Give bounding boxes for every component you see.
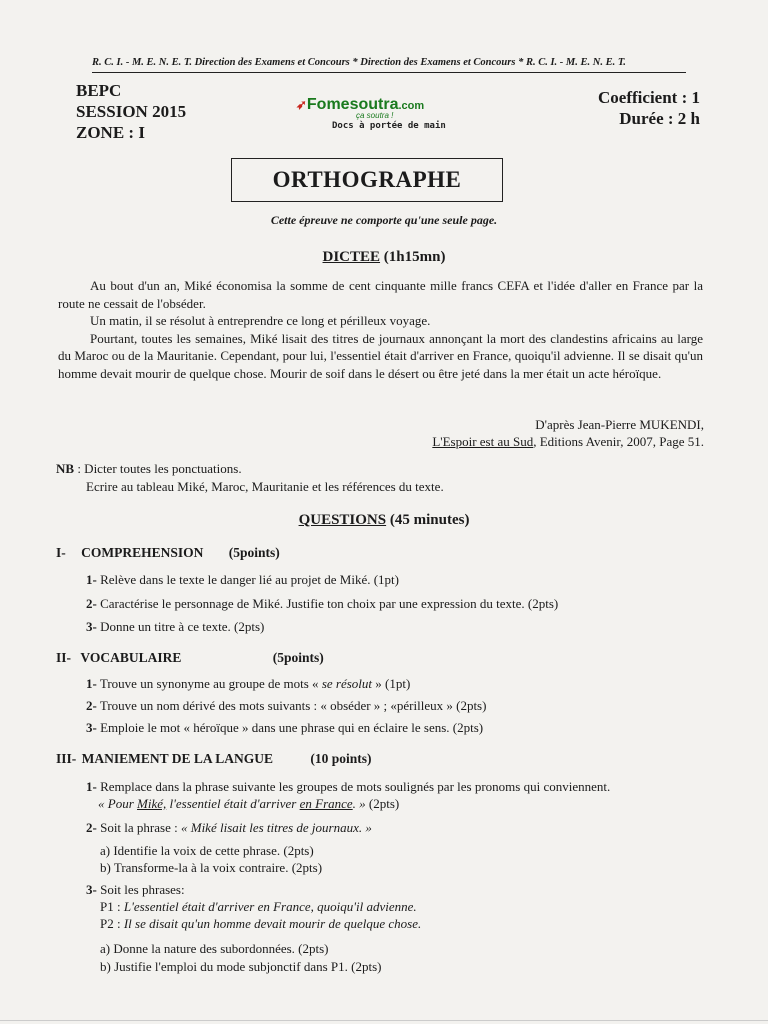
question-item bbox=[86, 719, 706, 737]
sentence-label: P2 : bbox=[100, 916, 121, 931]
question-number: 2- bbox=[86, 596, 97, 611]
fomesoutra-logo bbox=[296, 96, 466, 131]
langue-heading bbox=[56, 751, 372, 767]
question-item bbox=[86, 778, 706, 796]
question-text: Trouve un nom dérivé des mots suivants : « obséder » ; «périlleux » (2pts) bbox=[96, 698, 487, 713]
section-points: (5points) bbox=[272, 650, 324, 665]
section-number: II- bbox=[56, 650, 72, 665]
question-number: 2- bbox=[86, 698, 97, 713]
question-item bbox=[86, 618, 706, 636]
questions-heading bbox=[0, 512, 768, 529]
question-quote bbox=[98, 795, 718, 813]
question-text: Donne un titre à ce texte. (2pts) bbox=[96, 619, 265, 634]
source-title: L'Espoir est au Sud bbox=[432, 434, 534, 449]
vocabulaire-heading bbox=[56, 650, 324, 666]
question-item bbox=[86, 881, 706, 899]
question-number: 3- bbox=[86, 619, 97, 634]
question-quote: « Miké lisait les titres de journaux. » bbox=[180, 820, 372, 835]
question-number: 1- bbox=[86, 676, 97, 691]
exam-info bbox=[76, 80, 186, 143]
question-number: 3- bbox=[86, 720, 97, 735]
quote-underlined: Miké, bbox=[137, 796, 167, 811]
exam-session: SESSION 2015 bbox=[76, 102, 187, 121]
quote-part: « Pour bbox=[98, 796, 137, 811]
page-title: ORTHOGRAPHE bbox=[231, 158, 503, 202]
question-number: 3- bbox=[86, 882, 97, 897]
question-item bbox=[86, 697, 706, 715]
question-item bbox=[86, 595, 706, 613]
question-number: 1- bbox=[86, 779, 97, 794]
nb-line-2: Ecrire au tableau Miké, Maroc, Mauritanie et les références du texte. bbox=[86, 479, 444, 494]
question-text: Soit la phrase : bbox=[96, 820, 181, 835]
nb-note bbox=[56, 460, 706, 496]
section-title: VOCABULAIRE bbox=[80, 650, 182, 665]
dictee-paragraph: Un matin, il se résolut à entreprendre ce long et périlleux voyage. bbox=[90, 313, 431, 328]
dictee-title: DICTEE bbox=[322, 249, 381, 265]
logo-tagline: Docs à portée de main bbox=[332, 121, 446, 131]
dictee-text bbox=[58, 277, 703, 382]
question-item bbox=[86, 571, 706, 589]
question-text: Trouve un synonyme au groupe de mots « bbox=[96, 676, 322, 691]
section-title: MANIEMENT DE LA LANGUE bbox=[81, 751, 274, 766]
dictee-heading bbox=[0, 249, 768, 266]
logo-slogan: ça soutra ! bbox=[356, 111, 394, 120]
sentence-p2 bbox=[100, 915, 421, 932]
logo-domain: .com bbox=[398, 100, 425, 112]
questions-duration: (45 minutes) bbox=[389, 512, 470, 528]
question-item bbox=[86, 819, 706, 837]
coefficient: Coefficient : 1 bbox=[598, 88, 700, 107]
quote-part: . » bbox=[352, 796, 366, 811]
logo-name: Fomesoutra bbox=[306, 96, 399, 113]
duration: Durée : 2 h bbox=[619, 109, 700, 128]
section-points: (10 points) bbox=[310, 751, 372, 766]
nb-line-1: : Dicter toutes les ponctuations. bbox=[74, 461, 242, 476]
section-points: (5points) bbox=[228, 545, 280, 560]
question-text: Remplace dans la phrase suivante les groupes de mots soulignés par les pronoms qui conviennent. bbox=[96, 779, 611, 794]
question-quote: se résolut bbox=[321, 676, 373, 691]
question-text: Soit les phrases: bbox=[96, 882, 185, 897]
page-bottom-edge bbox=[0, 1020, 768, 1021]
question-text: Caractérise le personnage de Miké. Justifie ton choix par une expression du texte. (2pts) bbox=[96, 596, 559, 611]
sub-question: b) Justifie l'emploi du mode subjonctif dans P1. (2pts) bbox=[100, 959, 382, 974]
dictee-paragraph: Au bout d'un an, Miké économisa la somme de cent cinquante mille francs CEFA et l'idée d'aller en France par la route ne cessait de l'obséder. bbox=[58, 278, 703, 311]
sentence-label: P1 : bbox=[100, 899, 121, 914]
question-text: Relève dans le texte le danger lié au projet de Miké. (1pt) bbox=[96, 572, 399, 587]
question-number: 2- bbox=[86, 820, 97, 835]
section-number: III- bbox=[56, 751, 77, 766]
nb-label: NB bbox=[56, 461, 75, 476]
sub-question: b) Transforme-la à la voix contraire. (2pts) bbox=[100, 860, 323, 875]
sentence-p1 bbox=[100, 898, 417, 915]
comprehension-heading bbox=[56, 545, 280, 561]
question-text: Emploie le mot « héroïque » dans une phrase qui en éclaire le sens. (2pts) bbox=[96, 720, 484, 735]
exam-zone: ZONE : I bbox=[76, 123, 145, 142]
dictee-paragraph: Pourtant, toutes les semaines, Miké lisait des titres de journaux annonçant la mort des clandestins africains au large du Maroc ou de la Mauritanie. Cependant, pour lui, l'essentiel était d'arriver en France, quoiqu'il advienne. Il se disait qu'un homme devait mourir de quelque chose. Mourir de soif dans le désert ou être jeté dans la mer était un acte héroïque. bbox=[58, 330, 703, 381]
sub-question: a) Identifie la voix de cette phrase. (2pts) bbox=[100, 843, 314, 858]
header-rule bbox=[92, 72, 686, 73]
sentence-text: Il se disait qu'un homme devait mourir de quelque chose. bbox=[120, 916, 422, 931]
dictee-duration: (1h15mn) bbox=[383, 249, 446, 265]
question-points: (2pts) bbox=[365, 796, 400, 811]
questions-title: QUESTIONS bbox=[298, 512, 387, 528]
source-publisher: , Editions Avenir, 2007, Page 51. bbox=[533, 434, 704, 449]
question-points: » (1pt) bbox=[372, 676, 411, 691]
quote-underlined: en France bbox=[299, 796, 353, 811]
source-author: D'après Jean-Pierre MUKENDI, bbox=[535, 417, 704, 432]
section-title: COMPREHENSION bbox=[81, 545, 204, 560]
exam-name: BEPC bbox=[76, 81, 122, 100]
section-number: I- bbox=[56, 545, 66, 560]
header-banner: R. C. I. - M. E. N. E. T. Direction des Examens et Concours * Direction des Examens et Concours * R. C. I. - M. E. N. E. T. bbox=[92, 57, 626, 68]
logo-arrow-icon: ➶ bbox=[296, 97, 307, 112]
sentence-text: L'essentiel était d'arriver en France, quoiqu'il advienne. bbox=[120, 899, 417, 914]
page-subtitle: Cette épreuve ne comporte qu'une seule page. bbox=[270, 213, 498, 227]
question-item bbox=[86, 675, 706, 693]
question-number: 1- bbox=[86, 572, 97, 587]
quote-part: l'essentiel était d'arriver bbox=[166, 796, 300, 811]
exam-meta bbox=[560, 87, 700, 129]
sub-question: a) Donne la nature des subordonnées. (2pts) bbox=[100, 941, 329, 956]
dictee-source bbox=[380, 416, 704, 450]
